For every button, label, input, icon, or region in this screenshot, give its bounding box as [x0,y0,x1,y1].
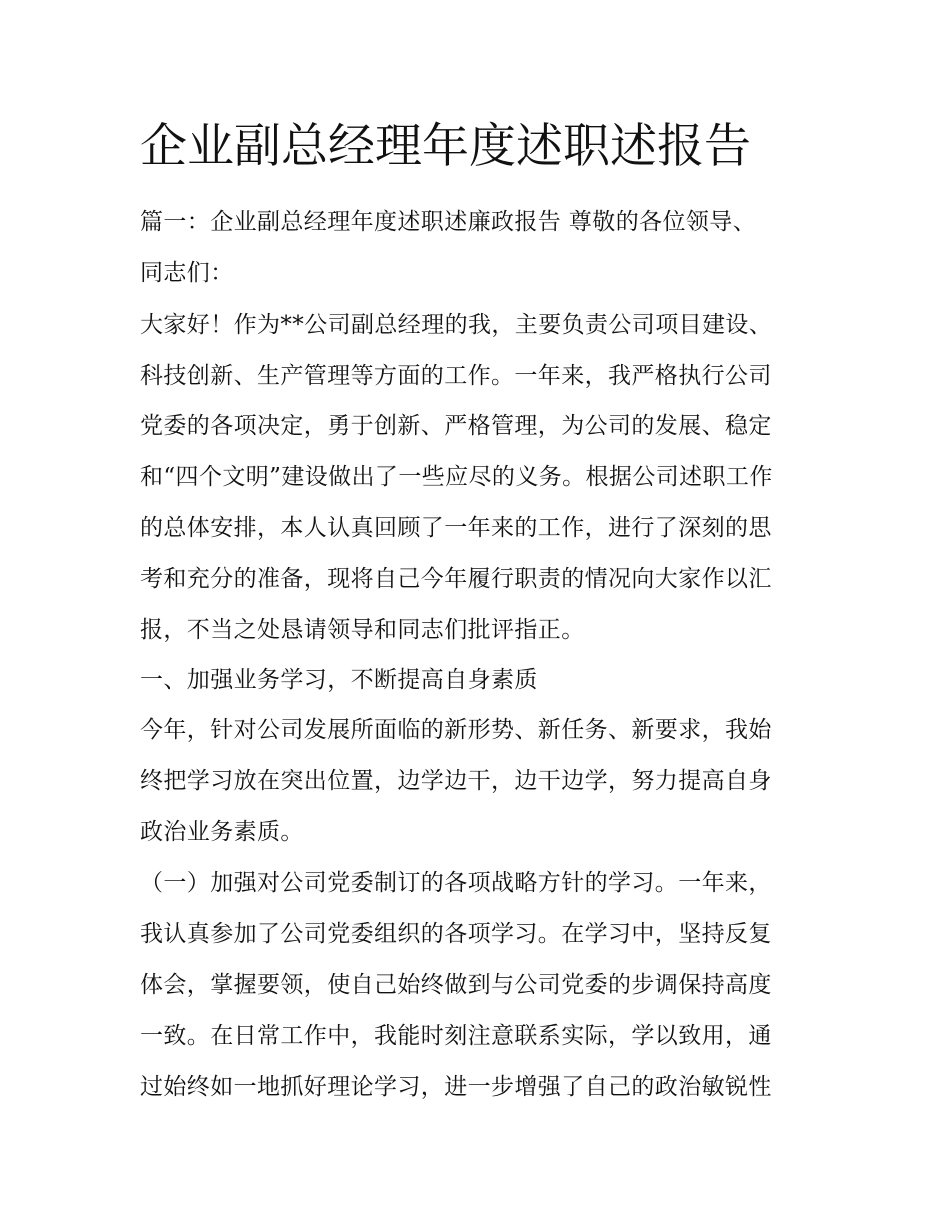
text-line-15: 我认真参加了公司党委组织的各项学习。在学习中，坚持反复 [140,921,772,947]
text-line-2: 同志们： [140,260,234,286]
text-line-14: （一）加强对公司党委制订的各项战略方针的学习。一年来， [140,870,772,896]
text-line-7: 的总体安排，本人认真回顾了一年来的工作，进行了深刻的思 [140,515,772,541]
text-line-3: 大家好！作为**公司副总经理的我，主要负责公司项目建设、 [140,312,773,338]
text-line-6: 和“四个文明”建设做出了一些应尽的义务。根据公司述职工作 [140,464,773,490]
document-title: 企业副总经理年度述职述报告 [140,119,751,174]
text-line-5: 党委的各项决定，勇于创新、严格管理，为公司的发展、稳定 [140,413,772,439]
text-line-16: 体会，掌握要领，使自己始终做到与公司党委的步调保持高度 [140,972,772,998]
text-line-12: 终把学习放在突出位置，边学边干，边干边学，努力提高自身 [140,768,772,794]
text-line-11: 今年，针对公司发展所面临的新形势、新任务、新要求，我始 [140,717,772,743]
text-line-17: 一致。在日常工作中，我能时刻注意联系实际，学以致用，通 [140,1023,772,1049]
text-line-9: 报，不当之处恳请领导和同志们批评指正。 [140,617,585,643]
text-line-1: 篇一：企业副总经理年度述职述廉政报告 尊敬的各位领导、 [140,209,757,235]
text-line-4: 科技创新、生产管理等方面的工作。一年来，我严格执行公司 [140,363,772,389]
text-line-13: 政治业务素质。 [140,819,304,845]
section-heading: 一、加强业务学习，不断提高自身素质 [140,667,538,693]
text-line-8: 考和充分的准备，现将自己今年履行职责的情况向大家作以汇 [140,566,772,592]
text-line-18: 过始终如一地抓好理论学习，进一步增强了自己的政治敏锐性 [140,1074,772,1100]
